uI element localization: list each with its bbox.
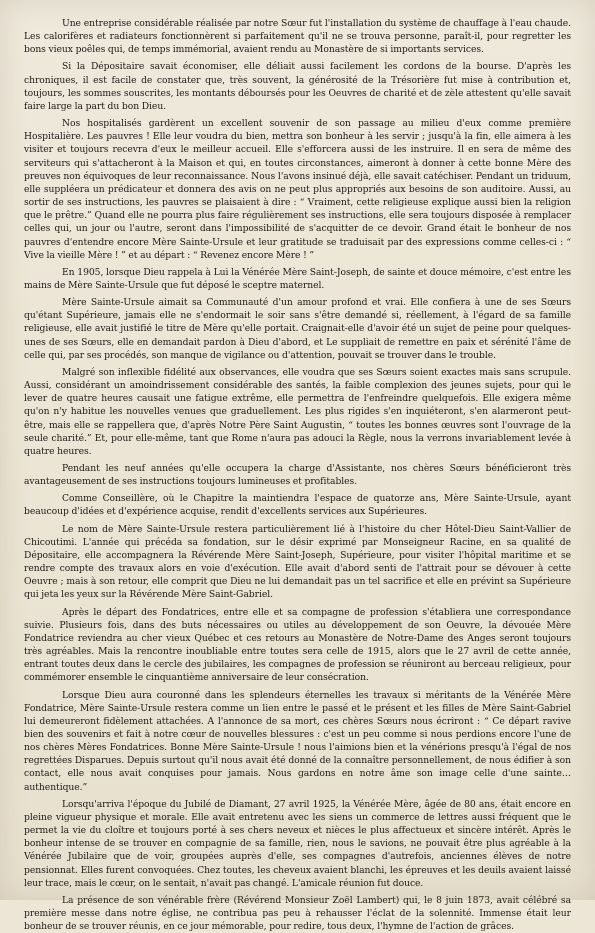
paragraph: Si la Dépositaire savait économiser, elle déliait aussi facilement les cordons de la bourse. D'après les chroniques, il est facile de constater que, très souvent, la générosité de la Trésorière fut mise à contribution et, toujours, les sommes souscrites, les montants déboursés pour les Oeuvres de charité et de zèle attestent qu'elle savait faire large la part du bon Dieu. [24,61,571,112]
paragraph: Malgré son inflexible fidélité aux observances, elle voudra que ses Sœurs soient exactes mais sans scrupule. Aussi, considérant un amoindrissement considérable des santés, la faible complexion des jeunes sujets, pour qui le lever de quatre heures causait une fatigue extrême, elle permettra de l'enfreindre quelquefois. Elle exigera même qu'on n'y habitue les nouvelles venues que graduellement. Les plus rigides s'en inquiéteront, s'en alarmeront peut-être, mais elle se rappellera que, d'après Notre Père Saint Augustin, “ toutes les bonnes œuvres sont l'ouvrage de la seule charité.” Et, pour elle-même, tant que Rome n'aura pas adouci la Règle, nous la verrons invariablement levée à quatre heures. [24,366,571,457]
paragraph: Une entreprise considérable réalisée par notre Sœur fut l'installation du système de chauffage à l'eau chaude. Les calorifères et radiateurs fonctionnèrent si parfaitement qu'il ne se trouva personne, paraît-il, pour regretter les bons vieux poêles qui, de temps immémorial, avaient rendu au Monastère de si importants services. [24,18,571,56]
paragraph: Mère Sainte-Ursule aimait sa Communauté d'un amour profond et vrai. Elle confiera à une de ses Sœurs qu'étant Supérieure, jamais elle ne s'endormait le soir sans s'être demandé si, réellement, à l'égard de sa famille religieuse, elle avait justifié le titre de Mère qu'elle portait. Craignait-elle d'avoir été un sujet de peine pour quelques-unes de ses Sœurs, elle en demandait pardon à Dieu d'abord, et Le suppliait de remettre en paix et sérénité l'âme de celle qui, par ses procédés, son manque de vigilance ou d'attention, pouvait se trouver dans le trouble. [24,297,571,361]
paragraph: En 1905, lorsque Dieu rappela à Lui la Vénérée Mère Saint-Joseph, de sainte et douce mémoire, c'est entre les mains de Mère Sainte-Ursule que fut déposé le sceptre maternel. [24,266,571,291]
paragraph: Le nom de Mère Sainte-Ursule restera particulièrement lié à l'histoire du cher Hôtel-Dieu Saint-Vallier de Chicoutimi. L'année qui précéda sa fondation, sur le désir exprimé par Monseigneur Racine, en sa qualité de Dépositaire, elle accompagnera la Révérende Mère Saint-Joseph, Supérieure, pour visiter l'hôpital maritime et se rendre compte des travaux alors en voie d'exécution. Elle avait d'abord senti de l'attrait pour se dévouer à cette Oeuvre ; mais à son retour, elle comprit que Dieu ne lui demandait pas un tel sacrifice et elle en prévint sa Supérieure qui jeta les yeux sur la Révérende Mère Saint-Gabriel. [24,523,571,601]
paragraph: Après le départ des Fondatrices, entre elle et sa compagne de profession s'établiera une correspondance suivie. Plusieurs fois, dans des buts nécessaires ou utiles au développement de son Oeuvre, la dévouée Mère Fondatrice reviendra au cher vieux Québec et ces retours au Monastère de Notre-Dame des Anges seront toujours très agréables. Mais la rencontre inoubliable entre toutes sera celle de 1915, alors que le 27 avril de cette année, entrant toutes deux dans le cercle des jubilaires, les compagnes de profession se réuniront au berceau religieux, pour commémorer ensemble le cinquantième anniversaire de leur consécration. [24,606,571,684]
paragraph: La présence de son vénérable frère (Révérend Monsieur Zoël Lambert) qui, le 8 juin 1873, avait célébré sa première messe dans notre église, ne contribua pas peu à rehausser l'éclat de la solennité. Immense était leur bonheur de se trouver réunis, en ce jour mémorable, pour redire, tous deux, l'hymne de l'action de grâces. [24,894,571,933]
document-body [24,17,571,933]
paragraph: Comme Conseillère, où le Chapitre la maintiendra l'espace de quatorze ans, Mère Sainte-Ursule, ayant beaucoup d'idées et d'expérience acquise, rendit d'excellents services aux Supérieures. [24,493,571,518]
paragraph: Nos hospitalisés gardèrent un excellent souvenir de son passage au milieu d'eux comme première Hospitalière. Les pauvres ! Elle leur voudra du bien, mettra son bonheur à les servir ; jusqu'à la fin, elle aimera à les visiter et toujours recevra d'eux le meilleur accueil. Elle s'efforcera aussi de les instruire. Il en sera de même des serviteurs qui s'attacheront à la Maison et qui, en toutes circonstances, aimeront à donner à cette bonne Mère des preuves non équivoques de leur reconnaissance. Nous l'avons insinué déjà, elle savait catéchiser. Pendant un triduum, elle suppléera un prédicateur et donnera des avis on ne peut plus appropriés aux besoins de son auditoire. Aussi, au sortir de ses instructions, les pauvres se plaisaient à dire : “ Vraiment, cette religieuse explique aussi bien la religion que le prêtre.” Quand elle ne pourra plus faire régulièrement ses instructions, elle sera toujours disposée à remplacer celles qui, un jour ou l'autre, seront dans l'impossibilité de s'acquitter de ce devoir. Grand était le bonheur de nos pauvres d'entendre encore Mère Sainte-Ursule et leur gratitude se traduisait par des expressions comme celles-ci : “ Vive la vieille Mère ! ” et au départ : “ Revenez encore Mère ! ” [24,118,571,261]
paragraph: Lorsque Dieu aura couronné dans les splendeurs éternelles les travaux si méritants de la Vénérée Mère Fondatrice, Mère Sainte-Ursule restera comme un lien entre le passé et le présent et les filles de Mère Saint-Gabriel lui demeureront fidèlement attachées. A l'annonce de sa mort, ces chères Sœurs nous écriront : “ Ce départ ravive bien des souvenirs et fait à notre cœur de nouvelles blessures : c'est un peu comme si nous perdions encore l'une de nos chères Mères Fondatrices. Bonne Mère Sainte-Ursule ! nous l'aimions bien et la vénérions presqu'à l'égal de nos regrettées Disparues. Depuis surtout qu'il nous avait été donné de la connaître personnellement, de nous édifier à son contact, elle nous avait conquises pour jamais. Nous gardons en notre âme son image celle d'une sainte… authentique.” [24,689,571,793]
paragraph: Pendant les neuf années qu'elle occupera la charge d'Assistante, nos chères Sœurs bénéficieront très avantageusement de ses instructions toujours lumineuses et profitables. [24,463,571,488]
paragraph: Lorsqu'arriva l'époque du Jubilé de Diamant, 27 avril 1925, la Vénérée Mère, âgée de 80 ans, était encore en pleine vigueur physique et morale. Elle avait entretenu avec les siens un commerce de lettres aussi fréquent que le permet la vie du cloître et toujours porté à ses chers neveux et nièces le plus affectueux et sincère intérêt. Après le bonheur intense de se trouver en compagnie de sa famille, rien, nous le savions, ne pouvait être plus agréable à la Vénérée Jubilaire que de voir, groupées auprès d'elle, ses compagnes d'autrefois, anciennes élèves de notre pensionnat. Elles furent convoquées. Chez toutes, les cheveux avaient blanchi, les épreuves et les deuils avaient laissé leur trace, mais le cœur, on le sentait, n'avait pas changé. L'amicale réunion fut douce. [24,798,571,889]
